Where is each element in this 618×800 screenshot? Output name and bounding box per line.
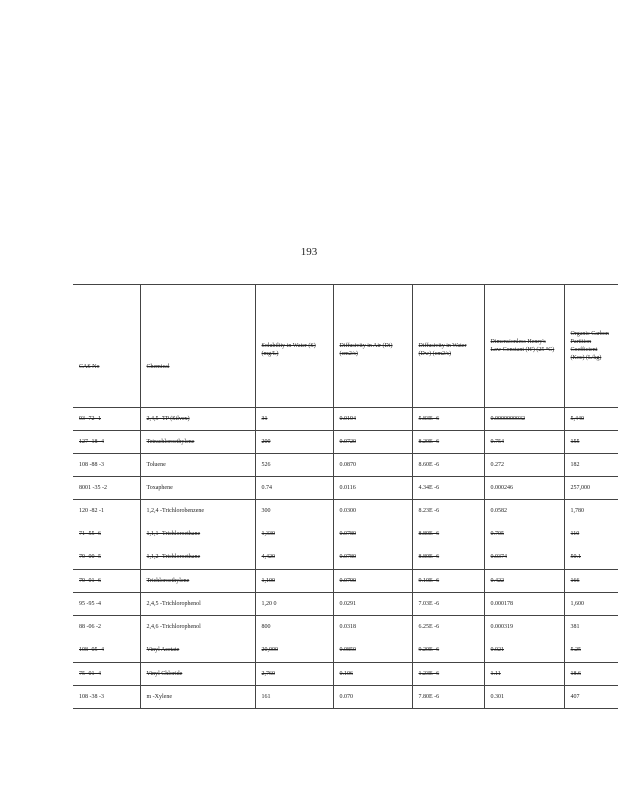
cell-diffusivity-water: 8.80E -6 xyxy=(418,554,440,560)
cell-koc: 1,780 xyxy=(570,508,584,514)
cell-diffusivity-water-group xyxy=(412,616,484,663)
cell-chemical: 2,4,5 -TP (Silvex) xyxy=(140,408,255,431)
cell-chemical-group xyxy=(140,500,255,570)
cell-diffusivity-air: 0.0720 xyxy=(333,431,412,454)
cell-cas: 93 -72 -1 xyxy=(73,408,140,431)
cell-henrys-law: 0.754 xyxy=(484,431,564,454)
cell-cas: 127 -18 -4 xyxy=(73,431,140,454)
cell-henrys-law: 0.0582 xyxy=(490,508,507,514)
cell-solubility: 1,20 0 xyxy=(255,593,333,616)
cell-chemical: 2,4,6 -Trichlorophenol xyxy=(146,624,201,630)
cell-henrys-law-group xyxy=(484,500,564,570)
cell-solubility: 161 xyxy=(255,686,333,709)
cell-henrys-law: 1.11 xyxy=(484,663,564,686)
cell-henrys-law: 0.272 xyxy=(484,454,564,477)
cell-cas-group xyxy=(73,500,140,570)
cell-henrys-law: 0.021 xyxy=(490,647,504,653)
cell-koc: 381 xyxy=(570,624,580,630)
cell-diffusivity-air: 0.106 xyxy=(333,663,412,686)
cell-chemical: Tetrachloroethylene xyxy=(140,431,255,454)
table-row xyxy=(73,686,618,709)
cell-diffusivity-air: 0.0870 xyxy=(333,454,412,477)
chemical-properties-table xyxy=(73,284,618,709)
cell-henrys-law: 0.0000000032 xyxy=(484,408,564,431)
cell-solubility: 526 xyxy=(255,454,333,477)
cell-cas: 108 -38 -3 xyxy=(73,686,140,709)
cell-diffusivity-water: 4.34E -6 xyxy=(412,477,484,500)
cell-diffusivity-water: 8.80E -6 xyxy=(418,531,440,537)
cell-koc-group xyxy=(564,500,618,570)
cell-koc: 155 xyxy=(564,431,618,454)
cell-diffusivity-water: 6.25E -6 xyxy=(418,624,440,630)
cell-henrys-law: 0.000178 xyxy=(484,593,564,616)
cell-diffusivity-air: 0.0300 xyxy=(339,508,356,514)
cell-koc: 407 xyxy=(564,686,618,709)
cell-diffusivity-air: 0.0194 xyxy=(333,408,412,431)
cell-koc: 18.6 xyxy=(564,663,618,686)
cell-chemical: 2,4,5 -Trichlorophenol xyxy=(140,593,255,616)
cell-cas: 71 -55 -6 xyxy=(79,531,101,537)
table-row xyxy=(73,454,618,477)
cell-henrys-law: 0.000319 xyxy=(490,624,513,630)
cell-solubility-group xyxy=(255,500,333,570)
cell-solubility-group xyxy=(255,616,333,663)
cell-henrys-law-group xyxy=(484,616,564,663)
cell-chemical: Vinyl Chloride xyxy=(140,663,255,686)
cell-cas: 108 -05 -4 xyxy=(79,647,104,653)
table-row xyxy=(73,570,618,593)
cell-diffusivity-water: 8.60E -6 xyxy=(412,454,484,477)
cell-cas-group xyxy=(73,616,140,663)
page-number: 193 xyxy=(300,246,318,258)
cell-cas: 8001 -35 -2 xyxy=(73,477,140,500)
cell-diffusivity-water-group xyxy=(412,500,484,570)
header-chemical: Chemical xyxy=(140,285,255,408)
cell-cas: 88 -06 -2 xyxy=(79,624,101,630)
cell-cas: 79 -00 -5 xyxy=(79,554,101,560)
header-henrys-law: Dimensionless Henry's Law Constant (H') (25 °C) xyxy=(484,285,564,408)
cell-diffusivity-air: 0.0780 xyxy=(339,554,356,560)
cell-koc: 5,440 xyxy=(564,408,618,431)
cell-koc: 110 xyxy=(570,531,580,537)
cell-diffusivity-water: 7.80E -6 xyxy=(412,686,484,709)
cell-chemical: 1,1,2 -Trichloroethane xyxy=(146,554,201,560)
cell-diffusivity-air: 0.0116 xyxy=(333,477,412,500)
header-diffusivity-water: Diffusivity in Water (Dw) (cm2/s) xyxy=(412,285,484,408)
cell-koc: 5.25 xyxy=(570,647,581,653)
cell-cas: 79 -01 -6 xyxy=(73,570,140,593)
cell-diffusivity-water: 9.20E -6 xyxy=(418,647,440,653)
cell-diffusivity-air-group xyxy=(333,616,412,663)
cell-diffusivity-water: 5.83E -6 xyxy=(412,408,484,431)
table-row xyxy=(73,431,618,454)
cell-chemical: Vinyl Acetate xyxy=(146,647,180,653)
cell-solubility: 800 xyxy=(261,624,271,630)
cell-henrys-law: 0.301 xyxy=(484,686,564,709)
header-solubility: Solubility in Water (S) (mg/L) xyxy=(255,285,333,408)
cell-chemical-group xyxy=(140,616,255,663)
cell-koc: 50.1 xyxy=(570,554,581,560)
cell-diffusivity-water: 1.23E -6 xyxy=(412,663,484,686)
cell-cas: 108 -88 -3 xyxy=(73,454,140,477)
table-header-row xyxy=(73,285,618,408)
cell-koc: 182 xyxy=(564,454,618,477)
cell-diffusivity-air-group xyxy=(333,500,412,570)
cell-solubility: 200 xyxy=(255,431,333,454)
cell-solubility: 20,000 xyxy=(261,647,278,653)
cell-henrys-law: 0.422 xyxy=(484,570,564,593)
cell-chemical: Toluene xyxy=(140,454,255,477)
cell-solubility: 2,760 xyxy=(255,663,333,686)
cell-chemical: 1,2,4 -Trichlorobenzene xyxy=(146,508,205,514)
cell-solubility: 4,420 xyxy=(261,554,275,560)
table-row xyxy=(73,663,618,686)
table-row-group xyxy=(73,500,618,570)
cell-cas: 120 -82 -1 xyxy=(79,508,104,514)
cell-koc: 1,600 xyxy=(564,593,618,616)
header-cas-no: CAS No xyxy=(73,285,140,408)
cell-diffusivity-air: 0.0850 xyxy=(339,647,356,653)
cell-chemical: Trichloroethylene xyxy=(140,570,255,593)
cell-solubility: 31 xyxy=(255,408,333,431)
cell-chemical: m -Xylene xyxy=(140,686,255,709)
header-diffusivity-air: Diffusivity in Air (Di) (cm2/s) xyxy=(333,285,412,408)
table-row-group xyxy=(73,616,618,663)
cell-cas: 95 -95 -4 xyxy=(73,593,140,616)
cell-chemical: Toxaphene xyxy=(140,477,255,500)
cell-diffusivity-air: 0.0780 xyxy=(339,531,356,537)
cell-cas: 75 -01 -4 xyxy=(73,663,140,686)
cell-koc: 166 xyxy=(564,570,618,593)
cell-henrys-law: 0.705 xyxy=(490,531,504,537)
cell-diffusivity-water: 8.23E -6 xyxy=(418,508,440,514)
cell-diffusivity-air: 0.0318 xyxy=(339,624,356,630)
cell-solubility: 1,330 xyxy=(261,531,275,537)
cell-koc: 257,000 xyxy=(564,477,618,500)
header-koc: Organic Carbon Partition Coefficient (Koc) (L/kg) xyxy=(564,285,618,408)
cell-diffusivity-water: 8.20E -6 xyxy=(412,431,484,454)
cell-solubility: 300 xyxy=(261,508,271,514)
cell-diffusivity-water: 7.03E -6 xyxy=(412,593,484,616)
cell-diffusivity-air: 0.070 xyxy=(333,686,412,709)
cell-henrys-law: 0.0374 xyxy=(490,554,507,560)
cell-solubility: 1,100 xyxy=(255,570,333,593)
cell-henrys-law: 0.000246 xyxy=(484,477,564,500)
cell-solubility: 0.74 xyxy=(255,477,333,500)
cell-diffusivity-air: 0.0790 xyxy=(333,570,412,593)
table-row xyxy=(73,408,618,431)
cell-koc-group xyxy=(564,616,618,663)
table-row xyxy=(73,477,618,500)
table-row xyxy=(73,593,618,616)
cell-chemical: 1,1,1 -Trichloroethane xyxy=(146,531,201,537)
cell-diffusivity-air: 0.0291 xyxy=(333,593,412,616)
cell-diffusivity-water: 9.10E -6 xyxy=(412,570,484,593)
